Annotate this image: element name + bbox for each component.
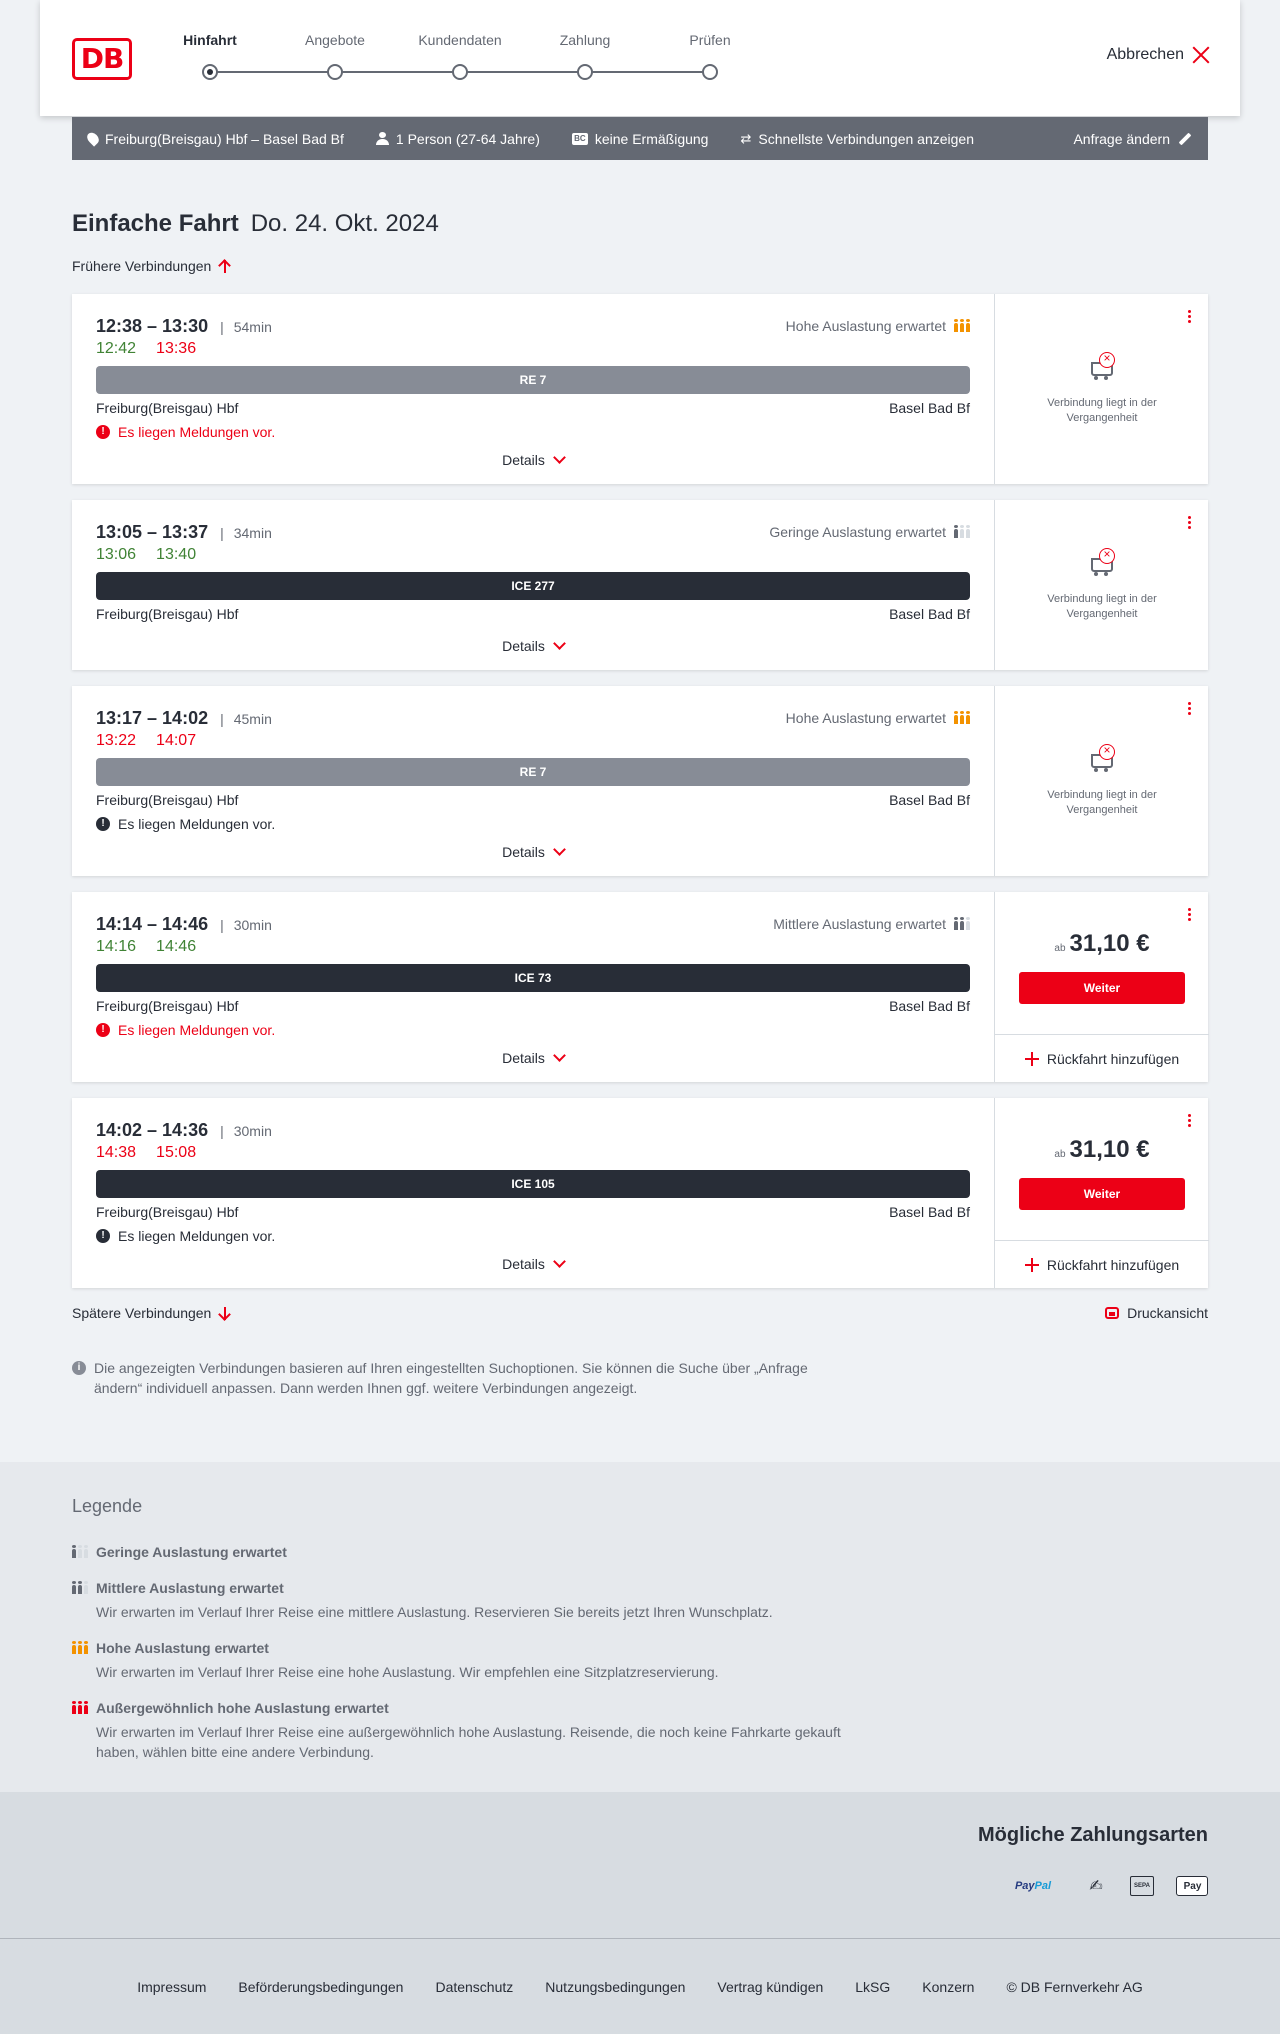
train-bar[interactable]: ICE 105: [96, 1170, 970, 1198]
separator: |: [220, 318, 224, 335]
past-notice: [995, 358, 1209, 426]
realtime-times: [96, 732, 196, 750]
chevron-down-icon: [553, 1049, 566, 1062]
trip-date: Do. 24. Okt. 2024: [250, 210, 439, 237]
realtime-arrival: 14:07: [156, 732, 197, 749]
step-hinfahrt[interactable]: [150, 30, 270, 80]
footer: [0, 1938, 1280, 2034]
search-summary-bar: [72, 117, 1208, 160]
legend-item-desc: Wir erwarten im Verlauf Ihrer Reise eine außergewöhnlich hohe Auslastung. Reisende, die noch keine Fahrkarte gekauft haben, wählen bitte eine andere Verbindung.: [96, 1724, 841, 1760]
notice-message: [96, 424, 275, 440]
high-occupancy-icon: [72, 1642, 88, 1654]
price: [995, 1136, 1209, 1164]
plus-icon: [1025, 1052, 1039, 1066]
passenger-text: 1 Person (27-64 Jahre): [395, 130, 540, 147]
occupancy-label: Mittlere Auslastung erwartet: [773, 916, 946, 932]
departure-station: Freiburg(Breisgau) Hbf: [96, 998, 239, 1014]
direct-debit-icon: ✍: [1089, 1878, 1103, 1895]
scheduled-times: [96, 1120, 272, 1141]
price-value: 31,10 €: [1069, 930, 1150, 957]
legend-item: [72, 1580, 876, 1622]
arrow-up-icon: [219, 259, 231, 273]
details-label: Details: [502, 1050, 545, 1066]
departure-station: Freiburg(Breisgau) Hbf: [96, 400, 239, 416]
printer-icon: [1105, 1307, 1119, 1319]
occupancy-label: Hohe Auslastung erwartet: [785, 318, 946, 334]
medium-occupancy-icon: [954, 918, 970, 930]
stations: [96, 998, 970, 1014]
edit-request-label: Anfrage ändern: [1073, 130, 1170, 147]
connection-info[interactable]: [72, 294, 994, 484]
chevron-down-icon: [553, 1255, 566, 1268]
fastest-summary: [740, 131, 974, 147]
offer-panel: [994, 1098, 1208, 1288]
step-dot: [702, 64, 718, 80]
arrival-station: Basel Bad Bf: [889, 1204, 970, 1220]
location-pin-icon: [85, 130, 101, 146]
time-range: 13:17 – 14:02: [96, 708, 209, 728]
cancel-label: Abbrechen: [1106, 46, 1184, 63]
notice-text: Es liegen Meldungen vor.: [118, 1022, 276, 1038]
add-return-button[interactable]: [995, 1034, 1209, 1082]
separator: |: [220, 524, 224, 541]
past-notice: [995, 750, 1209, 818]
offer-panel: [994, 892, 1208, 1082]
price-prefix: ab: [1054, 943, 1066, 954]
step-angebote[interactable]: [275, 30, 395, 80]
realtime-departure: 13:22: [96, 732, 137, 749]
step-kundendaten[interactable]: [400, 30, 520, 80]
edit-request-button[interactable]: [1073, 131, 1192, 147]
past-text: Verbindung liegt in der Vergangenheit: [1047, 593, 1157, 620]
notice-text: Es liegen Meldungen vor.: [118, 816, 276, 832]
time-range: 12:38 – 13:30: [96, 316, 209, 336]
arrival-station: Basel Bad Bf: [889, 792, 970, 808]
occupancy-info: [773, 916, 970, 932]
offer-panel: [994, 686, 1208, 876]
info-text: Die angezeigten Verbindungen basieren auf Ihren eingestellten Suchoptionen. Sie können die Suche über „Anfrage ändern“ individuell anpassen. Dann werden Ihnen ggf. weitere Verbindungen angezeigt.: [94, 1360, 808, 1396]
discount-text: keine Ermäßigung: [594, 130, 709, 147]
step-dot: [202, 64, 218, 80]
step-zahlung[interactable]: [525, 30, 645, 80]
step-label: Kundendaten: [418, 32, 502, 48]
step-label: Angebote: [305, 32, 365, 48]
step-dot: [452, 64, 468, 80]
legend-item: [72, 1640, 876, 1682]
realtime-arrival: 14:46: [156, 938, 197, 955]
occupancy-label: Geringe Auslastung erwartet: [769, 524, 946, 540]
pencil-icon: [1179, 132, 1192, 145]
header: [40, 0, 1240, 116]
alert-icon: !: [96, 817, 110, 831]
trip-type: Einfache Fahrt: [72, 210, 239, 237]
duration: 30min: [233, 1122, 272, 1139]
legend-item: [72, 1700, 856, 1762]
details-toggle[interactable]: [72, 844, 994, 860]
realtime-departure: 12:42: [96, 340, 137, 357]
separator: |: [220, 916, 224, 933]
details-label: Details: [502, 1256, 545, 1272]
alert-icon: !: [96, 425, 110, 439]
extreme-occupancy-icon: [72, 1702, 88, 1714]
connection-card: [72, 1098, 1208, 1288]
cart-unavailable-icon: [1089, 554, 1115, 576]
train-bar[interactable]: ICE 73: [96, 964, 970, 992]
plus-icon: [1025, 1258, 1039, 1272]
connection-card: [72, 686, 1208, 876]
info-icon: i: [72, 1361, 86, 1375]
chevron-down-icon: [553, 637, 566, 650]
scheduled-times: [96, 708, 272, 729]
past-notice: [995, 554, 1209, 622]
price-prefix: ab: [1054, 1149, 1066, 1160]
realtime-arrival: 15:08: [156, 1144, 197, 1161]
add-return-label: Rückfahrt hinzufügen: [1046, 1256, 1180, 1273]
page-title: [72, 210, 439, 238]
continue-button[interactable]: Weiter: [1019, 972, 1185, 1004]
realtime-departure: 14:16: [96, 938, 137, 955]
earlier-connections-label: Frühere Verbindungen: [72, 258, 212, 274]
bahncard-icon: BC: [572, 133, 588, 145]
scheduled-times: [96, 522, 272, 543]
connection-card: [72, 892, 1208, 1082]
alert-icon: !: [96, 1229, 110, 1243]
arrival-station: Basel Bad Bf: [889, 998, 970, 1014]
train-bar[interactable]: RE 7: [96, 366, 970, 394]
legend-section: [0, 1462, 1280, 1792]
later-connections-link[interactable]: [72, 1305, 231, 1321]
departure-station: Freiburg(Breisgau) Hbf: [96, 792, 239, 808]
route-summary: [88, 131, 344, 147]
offer-panel: [994, 500, 1208, 670]
sepa-icon: SEPA: [1130, 1876, 1154, 1896]
close-icon: [1192, 46, 1210, 64]
details-label: Details: [502, 452, 545, 468]
footer-link-konzern[interactable]: Konzern: [922, 1978, 975, 1995]
footer-link-vertrag-kuendigen[interactable]: Vertrag kündigen: [717, 1978, 824, 1995]
more-options-icon[interactable]: [1188, 1114, 1192, 1127]
more-options-icon[interactable]: [1188, 516, 1192, 529]
more-options-icon[interactable]: [1188, 310, 1192, 323]
chevron-down-icon: [553, 451, 566, 464]
passenger-summary: [376, 131, 540, 147]
scheduled-times: [96, 914, 272, 935]
details-toggle[interactable]: [72, 1050, 994, 1066]
more-options-icon[interactable]: [1188, 908, 1192, 921]
legend-item-title: Hohe Auslastung erwartet: [96, 1640, 269, 1656]
connection-info[interactable]: [72, 892, 994, 1082]
scheduled-times: [96, 316, 272, 337]
footer-link-befoerderungsbedingungen[interactable]: Beförderungsbedingungen: [238, 1978, 404, 1995]
cancel-button[interactable]: [1107, 46, 1210, 64]
low-occupancy-icon: [72, 1546, 88, 1558]
details-toggle[interactable]: [72, 638, 994, 654]
realtime-times: [96, 546, 196, 564]
duration: 30min: [233, 916, 272, 933]
legend-item-desc: Wir erwarten im Verlauf Ihrer Reise eine hohe Auslastung. Wir empfehlen eine Sitzplatzreservierung.: [96, 1664, 719, 1680]
price-value: 31,10 €: [1069, 1136, 1150, 1163]
footer-link-impressum[interactable]: Impressum: [137, 1978, 207, 1995]
progress-steps: [180, 30, 731, 90]
add-return-button[interactable]: [995, 1240, 1209, 1288]
medium-occupancy-icon: [72, 1582, 88, 1594]
print-view-label: Druckansicht: [1127, 1305, 1208, 1321]
route-text: Freiburg(Breisgau) Hbf – Basel Bad Bf: [105, 130, 344, 147]
stations: [96, 400, 970, 416]
payment-icons: [1004, 1876, 1208, 1896]
fastest-text: Schnellste Verbindungen anzeigen: [758, 130, 975, 147]
db-logo[interactable]: DB: [72, 38, 132, 80]
discount-summary: [572, 131, 709, 147]
past-text: Verbindung liegt in der Vergangenheit: [1047, 397, 1157, 424]
connection-card: [72, 500, 1208, 670]
connection-card: [72, 294, 1208, 484]
offer-panel: [994, 294, 1208, 484]
high-occupancy-icon: [954, 712, 970, 724]
high-occupancy-icon: [954, 320, 970, 332]
footer-link-lksg[interactable]: LkSG: [855, 1978, 891, 1995]
info-notice: [72, 1358, 852, 1398]
details-toggle[interactable]: [72, 1256, 994, 1272]
duration: 45min: [233, 710, 272, 727]
add-return-label: Rückfahrt hinzufügen: [1046, 1050, 1180, 1067]
stations: [96, 1204, 970, 1220]
notice-text: Es liegen Meldungen vor.: [118, 1228, 276, 1244]
realtime-arrival: 13:36: [156, 340, 197, 357]
legend-item: [72, 1544, 287, 1560]
arrival-station: Basel Bad Bf: [889, 400, 970, 416]
apple-pay-icon: Pay: [1176, 1876, 1208, 1896]
connection-info[interactable]: [72, 1098, 994, 1288]
footer-link-nutzungsbedingungen[interactable]: Nutzungsbedingungen: [545, 1978, 686, 1995]
earlier-connections-link[interactable]: [72, 258, 231, 274]
arrival-station: Basel Bad Bf: [889, 606, 970, 622]
person-icon: [376, 132, 389, 145]
paypal-icon: Pay Pal: [1014, 1880, 1052, 1892]
duration: 34min: [233, 524, 272, 541]
swap-arrows-icon: ⇄: [740, 130, 752, 146]
stations: [96, 606, 970, 622]
alert-icon: !: [96, 1023, 110, 1037]
notice-message: [96, 1228, 275, 1244]
train-bar[interactable]: ICE 277: [96, 572, 970, 600]
realtime-arrival: 13:40: [156, 546, 197, 563]
payment-title: Mögliche Zahlungsarten: [977, 1824, 1208, 1846]
departure-station: Freiburg(Breisgau) Hbf: [96, 606, 239, 622]
print-view-link[interactable]: [1105, 1305, 1208, 1321]
continue-button[interactable]: Weiter: [1019, 1178, 1185, 1210]
legend-item-title: Mittlere Auslastung erwartet: [96, 1580, 284, 1596]
legend-item-title: Geringe Auslastung erwartet: [96, 1544, 287, 1560]
price: [995, 930, 1209, 958]
train-bar[interactable]: RE 7: [96, 758, 970, 786]
occupancy-info: [769, 524, 970, 540]
time-range: 14:14 – 14:46: [96, 914, 209, 934]
step-label: Zahlung: [559, 32, 611, 48]
step-label: Prüfen: [689, 32, 731, 48]
low-occupancy-icon: [954, 526, 970, 538]
step-pruefen[interactable]: [650, 30, 770, 80]
legend-item-desc: Wir erwarten im Verlauf Ihrer Reise eine mittlere Auslastung. Reservieren Sie bereits jetzt Ihren Wunschplatz.: [96, 1604, 773, 1620]
connection-info[interactable]: [72, 500, 994, 670]
chevron-down-icon: [553, 843, 566, 856]
time-range: 14:02 – 14:36: [96, 1120, 209, 1140]
payment-methods-section: [0, 1792, 1280, 1938]
occupancy-info: [786, 318, 970, 334]
notice-message: [96, 816, 275, 832]
occupancy-info: [786, 710, 970, 726]
footer-link-datenschutz[interactable]: Datenschutz: [435, 1978, 514, 1995]
stations: [96, 792, 970, 808]
later-connections-label: Spätere Verbindungen: [72, 1305, 212, 1321]
cart-unavailable-icon: [1089, 358, 1115, 380]
realtime-times: [96, 1144, 196, 1162]
realtime-times: [96, 938, 196, 956]
notice-message: [96, 1022, 275, 1038]
details-label: Details: [502, 844, 545, 860]
realtime-departure: 13:06: [96, 546, 137, 563]
connection-info[interactable]: [72, 686, 994, 876]
legend-title: Legende: [72, 1496, 143, 1516]
realtime-times: [96, 340, 196, 358]
step-label: Hinfahrt: [183, 32, 237, 48]
arrow-down-icon: [219, 1306, 231, 1320]
notice-text: Es liegen Meldungen vor.: [118, 424, 276, 440]
occupancy-label: Hohe Auslastung erwartet: [785, 710, 946, 726]
departure-station: Freiburg(Breisgau) Hbf: [96, 1204, 239, 1220]
details-toggle[interactable]: [72, 452, 994, 468]
separator: |: [220, 710, 224, 727]
details-label: Details: [502, 638, 545, 654]
realtime-departure: 14:38: [96, 1144, 137, 1161]
separator: |: [220, 1122, 224, 1139]
step-dot: [577, 64, 593, 80]
past-text: Verbindung liegt in der Vergangenheit: [1047, 789, 1157, 816]
time-range: 13:05 – 13:37: [96, 522, 209, 542]
more-options-icon[interactable]: [1188, 702, 1192, 715]
footer-copyright: © DB Fernverkehr AG: [1006, 1978, 1143, 1995]
legend-item-title: Außergewöhnlich hohe Auslastung erwartet: [96, 1700, 389, 1716]
cart-unavailable-icon: [1089, 750, 1115, 772]
step-dot: [327, 64, 343, 80]
duration: 54min: [233, 318, 272, 335]
